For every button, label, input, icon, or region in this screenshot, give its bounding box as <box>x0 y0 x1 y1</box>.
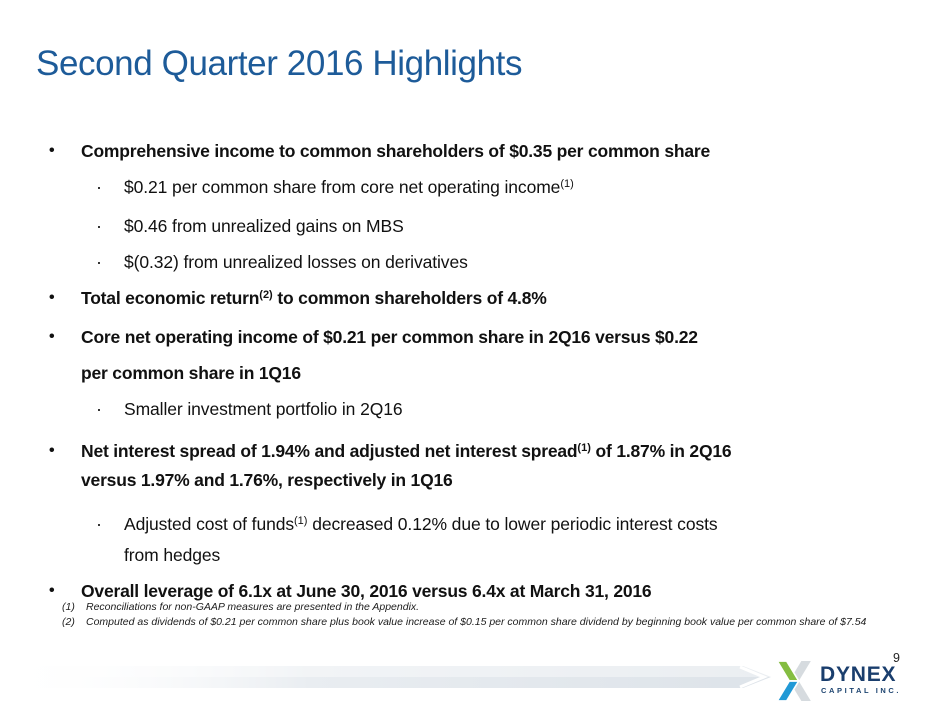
text-segment: Net interest spread of 1.94% and adjusted net interest spread <box>81 441 578 461</box>
sub-bullet-icon: · <box>96 252 102 272</box>
text-segment: to common shareholders of 4.8% <box>272 288 547 308</box>
footnote-text: Computed as dividends of $0.21 per common share plus book value increase of $0.15 per common share dividend by beginning book value per common share of $7.54 <box>86 615 867 628</box>
footnote-ref-2: (2) <box>259 289 273 301</box>
dynex-x-icon <box>774 661 814 701</box>
footnote-1 <box>62 600 922 615</box>
sub-bullet-icon: · <box>96 177 102 197</box>
footnote-text: Reconciliations for non-GAAP measures are presented in the Appendix. <box>86 601 420 613</box>
highlights-list <box>36 133 916 609</box>
text-segment: Total economic return <box>81 288 260 308</box>
sub-bullet-text-line2: from hedges <box>124 545 221 565</box>
bullet-icon: • <box>49 289 55 306</box>
bullet-text-line1 <box>81 438 916 467</box>
sub-bullet-unrealized-losses <box>36 244 916 280</box>
logo-wordmark: DYNEX <box>820 663 897 686</box>
sub-bullet-smaller-portfolio <box>36 391 916 427</box>
sub-bullet-icon: · <box>96 216 102 236</box>
bullet-icon: • <box>49 142 55 159</box>
dynex-logo <box>774 661 904 703</box>
page-number: 9 <box>893 651 900 665</box>
footnote-ref-1: (1) <box>577 442 591 454</box>
sub-bullet-unrealized-gains <box>36 208 916 244</box>
sub-bullet-text: $(0.32) from unrealized losses on derivatives <box>124 252 468 272</box>
footnotes <box>62 600 922 629</box>
footnote-number: (1) <box>62 601 75 613</box>
footer-arrow-band <box>0 661 780 693</box>
bullet-text: Comprehensive income to common shareholders of $0.35 per common share <box>81 141 711 161</box>
bullet-net-interest-spread <box>36 433 916 493</box>
bullet-icon: • <box>49 328 55 345</box>
slide-title: Second Quarter 2016 Highlights <box>36 44 523 83</box>
sub-bullet-adjusted-cost-of-funds <box>36 505 916 569</box>
footnote-ref-1: (1) <box>294 515 308 527</box>
bullet-text-line1: Core net operating income of $0.21 per common share in 2Q16 versus $0.22 <box>81 327 698 347</box>
sub-bullet-text <box>124 169 916 208</box>
sub-bullet-text: $0.46 from unrealized gains on MBS <box>124 216 404 236</box>
bullet-total-economic-return <box>36 280 916 319</box>
bullet-icon: • <box>49 442 55 459</box>
bullet-text-line2: versus 1.97% and 1.76%, respectively in 1Q16 <box>81 470 453 490</box>
bullet-comprehensive-income <box>36 133 916 169</box>
text-segment: $0.21 per common share from core net operating income <box>124 177 561 197</box>
bullet-text <box>81 280 916 319</box>
sub-bullet-text: Smaller investment portfolio in 2Q16 <box>124 399 403 419</box>
footnote-number: (2) <box>62 615 75 628</box>
sub-bullet-text-line1 <box>124 510 916 541</box>
bullet-text: Overall leverage of 6.1x at June 30, 2016 versus 6.4x at March 31, 2016 <box>81 581 652 601</box>
logo-subtitle: CAPITAL INC. <box>821 686 902 695</box>
bullet-text-line2: per common share in 1Q16 <box>81 363 301 383</box>
footnote-ref-1: (1) <box>560 178 574 190</box>
text-segment: of 1.87% in 2Q16 <box>590 441 732 461</box>
sub-bullet-icon: · <box>96 514 102 534</box>
footnote-2 <box>62 615 922 630</box>
sub-bullet-icon: · <box>96 399 102 419</box>
sub-bullet-core-noi-per-share <box>36 169 916 208</box>
bullet-icon: • <box>49 582 55 599</box>
bullet-core-noi-comparison <box>36 319 916 391</box>
text-segment: Adjusted cost of funds <box>124 514 294 534</box>
text-segment: decreased 0.12% due to lower periodic interest costs <box>307 514 718 534</box>
